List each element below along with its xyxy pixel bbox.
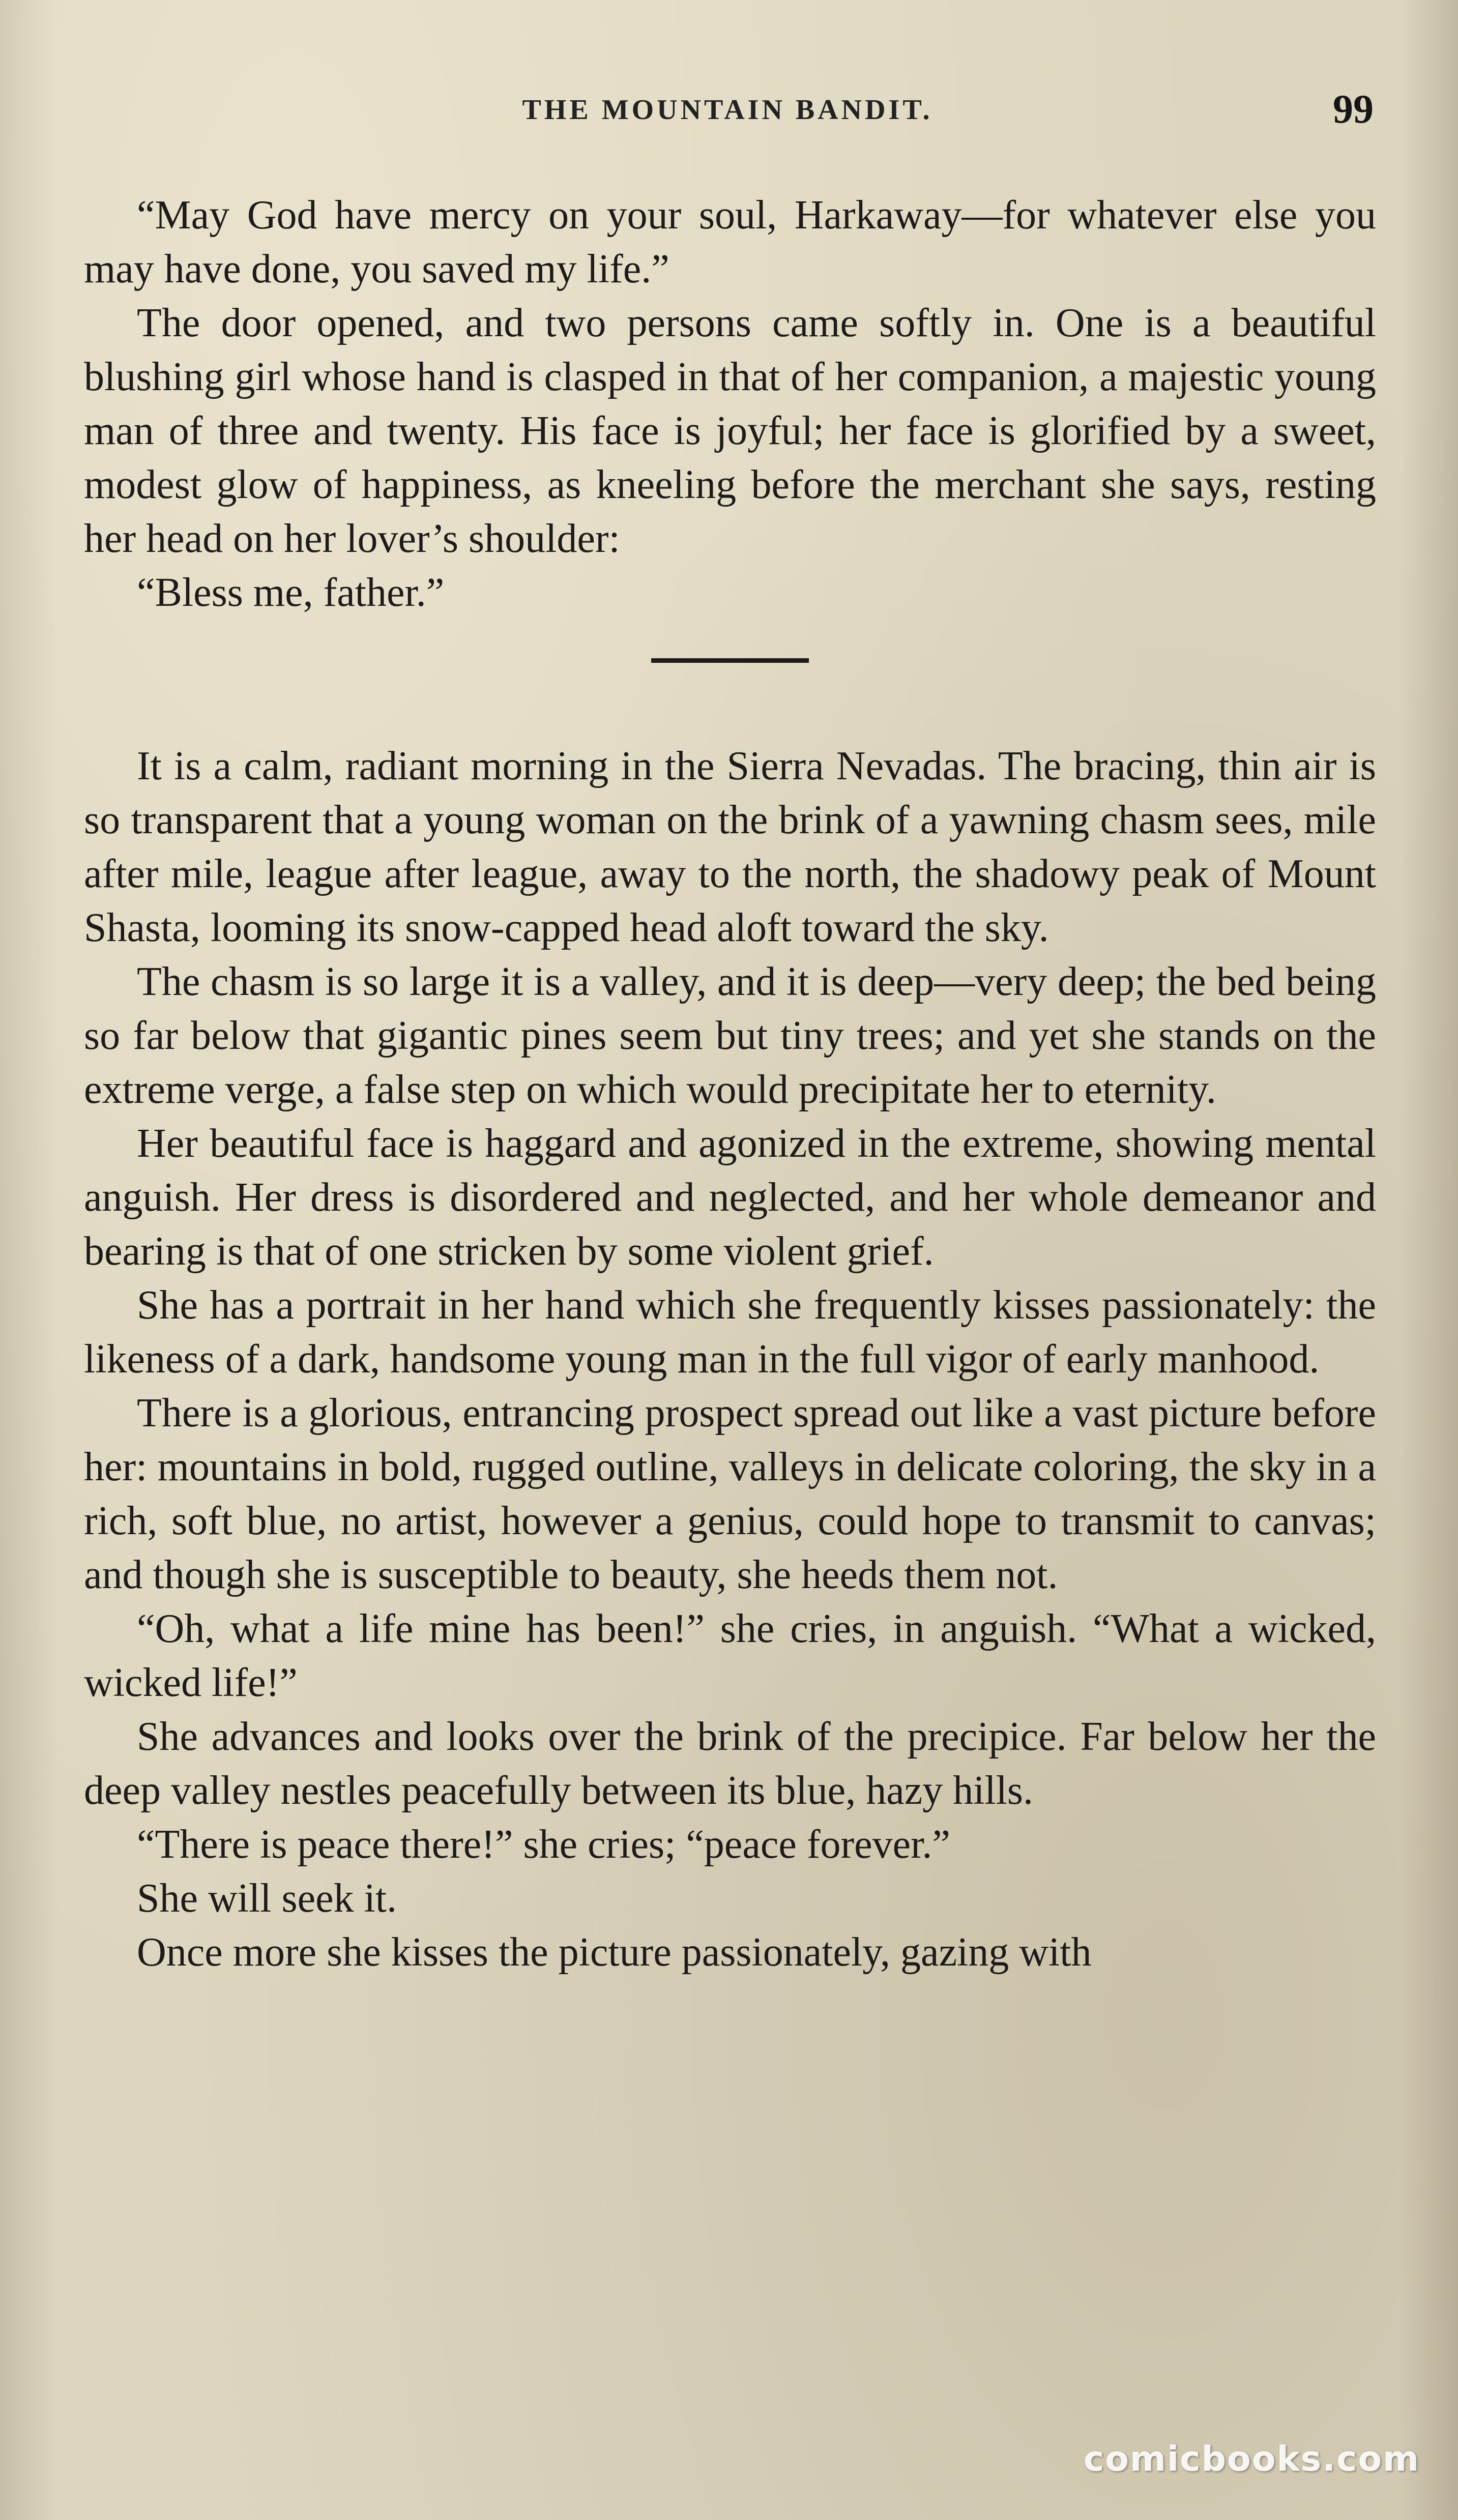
page-number: 99 [1333, 87, 1374, 132]
paragraph: “Oh, what a life mine has been!” she cries, in anguish. “What a wicked, wicked life!” [84, 1606, 1376, 1705]
paragraph: She advances and looks over the brink of the precipice. Far below her the deep valley nestles peacefully between its blue, hazy hills. [84, 1714, 1376, 1813]
watermark: comicbooks.com [1083, 2439, 1420, 2479]
paragraph: The chasm is so large it is a valley, and it is deep—very deep; the bed being so far below that gigantic pines seem but tiny trees; and yet she stands on the extreme verge, a false step on which would precipitate her to eternity. [84, 959, 1376, 1112]
paragraph: Once more she kisses the picture passionately, gazing with [137, 1930, 1092, 1975]
paragraph: “There is peace there!” she cries; “peace forever.” [137, 1822, 950, 1867]
running-title: THE MOUNTAIN BANDIT. [522, 94, 933, 126]
paragraph: She will seek it. [137, 1876, 397, 1921]
paragraph: “Bless me, father.” [137, 570, 445, 615]
section-divider [651, 658, 809, 663]
running-header [81, 86, 1374, 142]
paragraph: “May God have mercy on your soul, Harkaway—for whatever else you may have done, you saved my life.” [84, 193, 1376, 291]
body-text [84, 188, 1376, 1979]
paragraph: There is a glorious, entrancing prospect spread out like a vast picture before her: mountains in bold, rugged outline, valleys in delicate coloring, the sky in a rich, soft blue, no artist, however a genius, could hope to transmit to canvas; and though she is susceptible to beauty, she heeds them not. [84, 1391, 1376, 1597]
paragraph: She has a portrait in her hand which she frequently kisses passionately: the likeness of a dark, handsome young man in the full vigor of early manhood. [84, 1283, 1376, 1382]
paragraph: It is a calm, radiant morning in the Sierra Nevadas. The bracing, thin air is so transparent that a young woman on the brink of a yawning chasm sees, mile after mile, league after league, away to the north, the shadowy peak of Mount Shasta, looming its snow-capped head aloft toward the sky. [84, 744, 1376, 950]
paragraph: Her beautiful face is haggard and agonized in the extreme, showing mental anguish. Her dress is disordered and neglected, and her whole demeanor and bearing is that of one stricken by some violent grief. [84, 1121, 1376, 1274]
paragraph: The door opened, and two persons came softly in. One is a beautiful blushing girl whose hand is clasped in that of her companion, a majestic young man of three and twenty. His face is joyful; her face is glorified by a sweet, modest glow of happiness, as kneeling before the merchant she says, resting her head on her lover’s shoulder: [84, 301, 1376, 561]
